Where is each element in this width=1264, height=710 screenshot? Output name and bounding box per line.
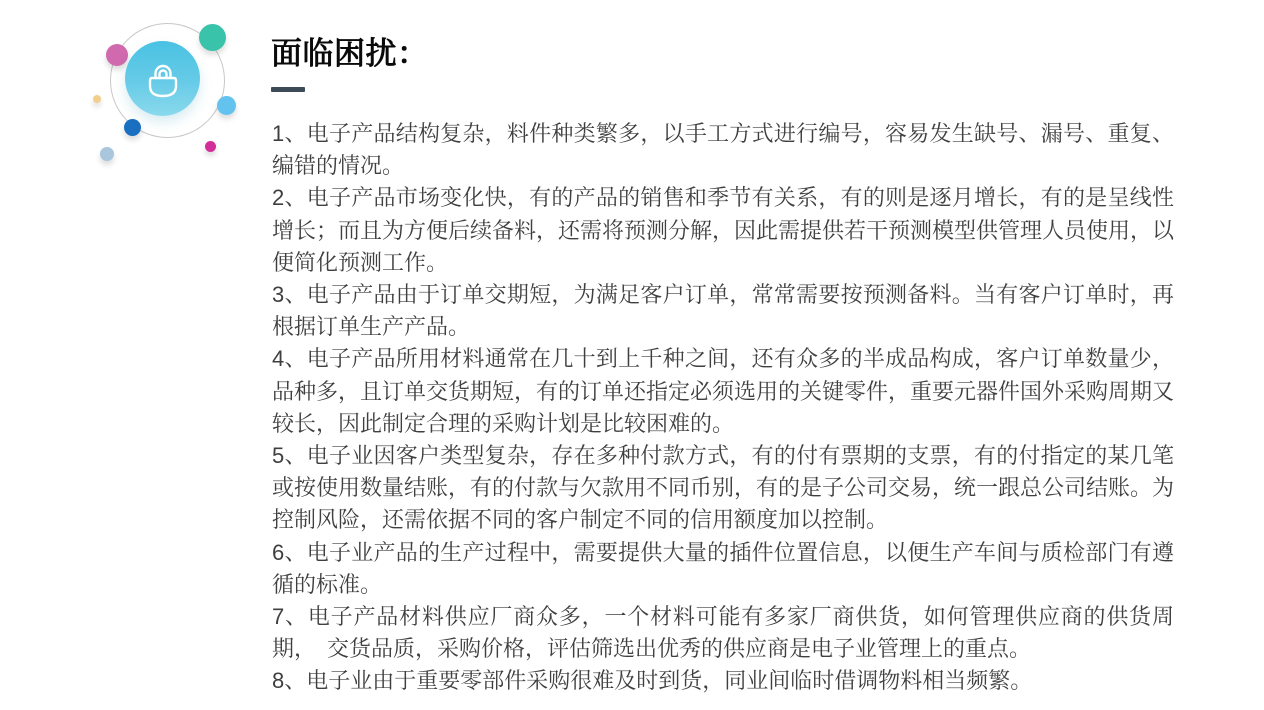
light-blue-dot xyxy=(217,96,236,115)
teal-dot xyxy=(199,24,226,51)
magenta-dot xyxy=(205,141,216,152)
pink-dot xyxy=(106,44,128,66)
title-underline xyxy=(271,87,305,92)
pale-blue-dot xyxy=(100,147,114,161)
trouble-item-5: 5、电子业因客户类型复杂，存在多种付款方式，有的付有票期的支票，有的付指定的某几笔或按使用数量结账，有的付款与欠款用不同币别，有的是子公司交易，统一跟总公司结账。为控制风险，还需依据不同的客户制定不同的信用额度加以控制。 xyxy=(272,443,1175,533)
trouble-item-4: 4、电子产品所用材料通常在几十到上千种之间，还有众多的半成品构成，客户订单数量少，品种多，且订单交货期短，有的订单还指定必须选用的关键零件，重要元器件国外采购周期又较长，因此制定合理的采购计划是比较困难的。 xyxy=(272,346,1175,436)
lock-decoration xyxy=(85,10,245,185)
trouble-item-8: 8、电子业由于重要零部件采购很难及时到货，同业间临时借调物料相当频繁。 xyxy=(272,668,1033,694)
trouble-item-6: 6、电子业产品的生产过程中，需要提供大量的插件位置信息，以便生产车间与质检部门有遵循的标准。 xyxy=(272,539,1174,597)
dark-blue-dot xyxy=(124,119,141,136)
lock-circle xyxy=(125,41,200,116)
lock-icon xyxy=(140,56,186,102)
trouble-item-1: 1、电子产品结构复杂，料件种类繁多，以手工方式进行编号，容易发生缺号、漏号、重复、编错的情况。 xyxy=(272,121,1174,179)
trouble-item-7: 7、电子产品材料供应厂商众多，一个材料可能有多家厂商供货，如何管理供应商的供货周期， 交货品质，采购价格，评估筛选出优秀的供应商是电子业管理上的重点。 xyxy=(272,604,1174,662)
yellow-dot xyxy=(93,95,101,103)
trouble-item-2: 2、电子产品市场变化快，有的产品的销售和季节有关系，有的则是逐月增长，有的是呈线性增长；而且为方便后续备料，还需将预测分解，因此需提供若干预测模型供管理人员使用，以便简化预测工作。 xyxy=(272,185,1175,275)
trouble-item-3: 3、电子产品由于订单交期短，为满足客户订单，常常需要按预测备料。当有客户订单时，再根据订单生产产品。 xyxy=(272,282,1174,340)
trouble-list xyxy=(272,118,1174,698)
page-title: 面临困扰： xyxy=(271,36,429,71)
